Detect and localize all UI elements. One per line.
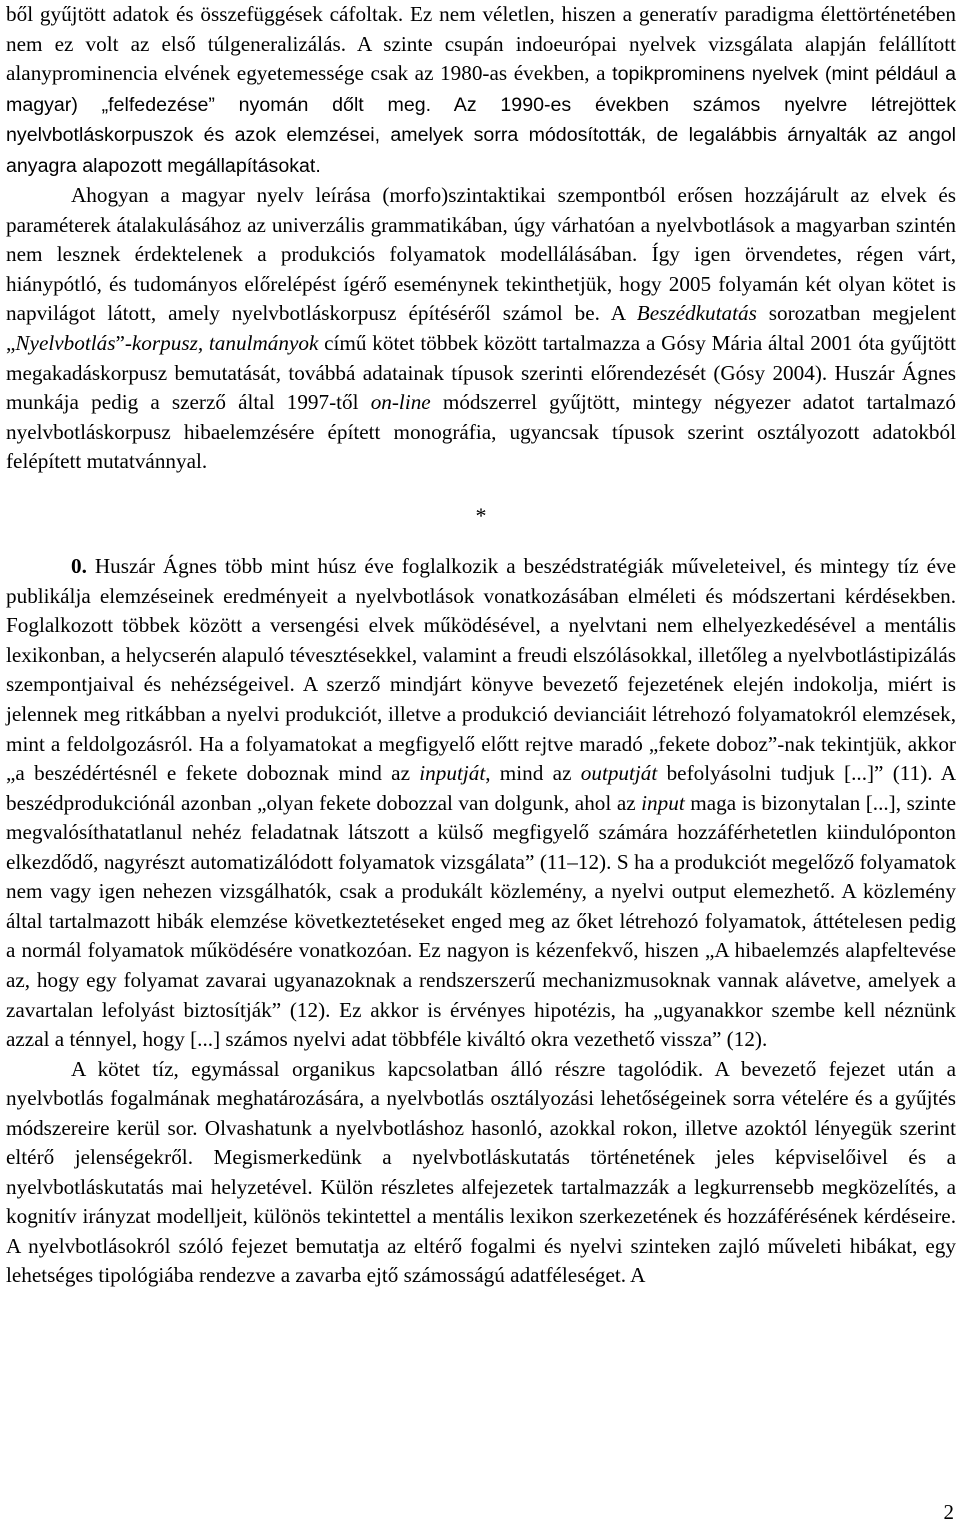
text-run: befolyásolni tudjuk [...]” (11). A beszédprodukciónál azonban „olyan fekete dobozzal van dolgunk, ahol az [6,761,956,815]
paragraph [6,0,956,181]
paragraph [6,181,956,476]
text-run: maga is bizonytalan [...], szinte megvalósíthatatlanul nehéz feladatnak látszott a külső megfigyelő számára hozzáférhetetlen kiindulóponton elkezdődő, nagyrészt automatizálódott folyamatok vizsgálata” (11–12). S ha a produkciót megelőző folyamatok nem vagy igen nehezen vizsgálhatók, csak a produkált közlemény, a nyelvi output elemezhető. A közlemény által tartalmazott hibák elemzése következtetéseket enged meg az őket létrehozó folyamatok, áttételesen pedig a normál folyamatok működésére vonatkozóan. Ez nagyon is kézenfekvő, hiszen „A hibaelemzés alapfeltevése az, hogy egy folyamat zavarai ugyanazoknak a rendszerszerű mechanizmusoknak vannak alávetve, amelyek a zavartalan lefolyást biztosítják” (12). Ez akkor is érvényes hipotézis, ha „ugyanakkor szembe kell néznünk azzal a ténnyel, hogy [...] számos nyelvi adat többféle kiváltó okra vezethető vissza” (12). [6,790,956,1052]
bold-text: 0. [71,554,87,579]
italic-text: input [641,790,685,815]
text-run: című kötet többek között tartalmazza a Gósy Mária által 2001 óta gyűjtött megakadáskorpusz bemutatását, továbbá adatainak típusok szerinti előrendezését (Gósy 2004). Huszár Ágnes munkája pedig a szerző által 1997-től [6,331,956,415]
text-run: Az 1990-es években számos nyelvre létrejöttek nyelvbotláskorpuszok és azok elemzései, amelyek sorra módosították, de legalábbis árnyalták az angol anyagra alapozott megállapításokat. [6,93,956,177]
text-run: Huszár Ágnes több mint húsz éve foglalkozik a beszédstratégiák műveleteivel, és mintegy tíz éve publikálja elemzéseinek eredményeit a nyelvbotlások vonatkozásában elméleti és módszertani kérdésekben. Foglalkozott többek között a versengési elvek működésével, a nyelvtani nem elhelyezkedésével a mentális lexikonban, a helycserén alapuló tévesztésekkel, valamint a freudi elszólásokkal, illetőleg a nyelvbotlástipizálás szempontjaival és nehézségeivel. A szerző mindjárt könyve bevezető fejezetének elején indokolja, miért is jelennek meg ritkábban a nyelvi produkciót, illetve a produkció devianciáit létrehozó folyamatokról elemzések, mint a feldolgozásról. Ha a folyamatokat a megfigyelő előtt rejtve maradó „fekete doboz”-nak tekintjük, akkor „a beszédértésnél e fekete doboznak mind az [6,554,956,786]
italic-text: inputját [419,761,486,786]
text-run: ből gyűjtött adatok és összefüggések cáfoltak. Ez nem véletlen, hiszen a generatív paradigma élettörténetében nem ez volt az első túlgeneralizálás. A szinte csupán indoeurópai nyelvek vizsgálata alapján felállított alanyprominencia elvének egyetemessége csak az 1980-as években, a [6,2,956,86]
text-run: sorozatban megjelent „ [6,301,956,356]
italic-text: Beszédkutatás [636,301,757,326]
text-run: módszerrel gyűjtött, mintegy négyezer adatot tartalmazó nyelvbotláskorpusz hibaelemzésére épített monográfia, ugyancsak típusok szerint osztályozott adatokból felépített mutatvánnyal. [6,390,956,474]
section-separator: * [475,502,487,528]
italic-text: on-line [370,390,431,415]
paragraph [6,1055,956,1291]
page-number: 2 [943,1500,954,1524]
text-run: , mind az [485,761,581,786]
document-page [6,0,956,1291]
body-text-top [6,0,956,477]
italic-text: Nyelvbotlás [15,331,116,356]
italic-text: outputját [580,761,658,786]
paragraph [6,552,956,1054]
body-text-section [6,552,956,1291]
text-run: Ahogyan a magyar nyelv leírása (morfo)szintaktikai szempontból erősen hozzájárult az elvek és paraméterek átalakulásához az univerzális grammatikában, úgy várhatóan a nyelvbotlások a magyarban szintén nem lesznek érdektelenek a produkciós folyamatok modellálásában. Így igen örvendetes, régen várt, hiánypótló, és tudományos előrelépést ígérő eseménynek tekinthetjük, hogy 2005 folyamán két olyan kötet is napvilágot látott, amely nyelvbotláskorpusz építéséről számol be. A [6,183,956,326]
text-run: topikprominens nyelvek (mint például a magyar) „felfedezése” nyomán dőlt meg. [6,63,957,116]
italic-text: korpusz, tanulmányok [131,331,319,356]
text-run: ”- [115,331,132,356]
text-run: A kötet tíz, egymással organikus kapcsolatban álló részre tagolódik. A bevezető fejezet után a nyelvbotlás fogalmának meghatározására, a nyelvbotlás osztályozási lehetőségeinek sorra vételére és a gyűjtés módszereire kerül sor. Olvashatunk a nyelvbotláshoz hasonló, azokkal rokon, illetve azoktól lényegük szerint eltérő jelenségekről. Megismerkedünk a nyelvbotláskutatás történetének jeles képviselőivel és a nyelvbotláskutatás mai helyzetével. Külön részletes alfejezetek tartalmazzák a legkurrensebb megközelítés, a kognitív irányzat modelljeit, különös tekintettel a mentális lexikon szerkezetének és hozzáférésének kérdéseire. A nyelvbotlásokról szóló fejezet bemutatja az eltérő fogalmi és nyelvi szinteken zajló műveleti hibákat, egy lehetséges tipológiába rendezve a zavarba ejtő számosságú adatféleséget. A [6,1056,956,1288]
